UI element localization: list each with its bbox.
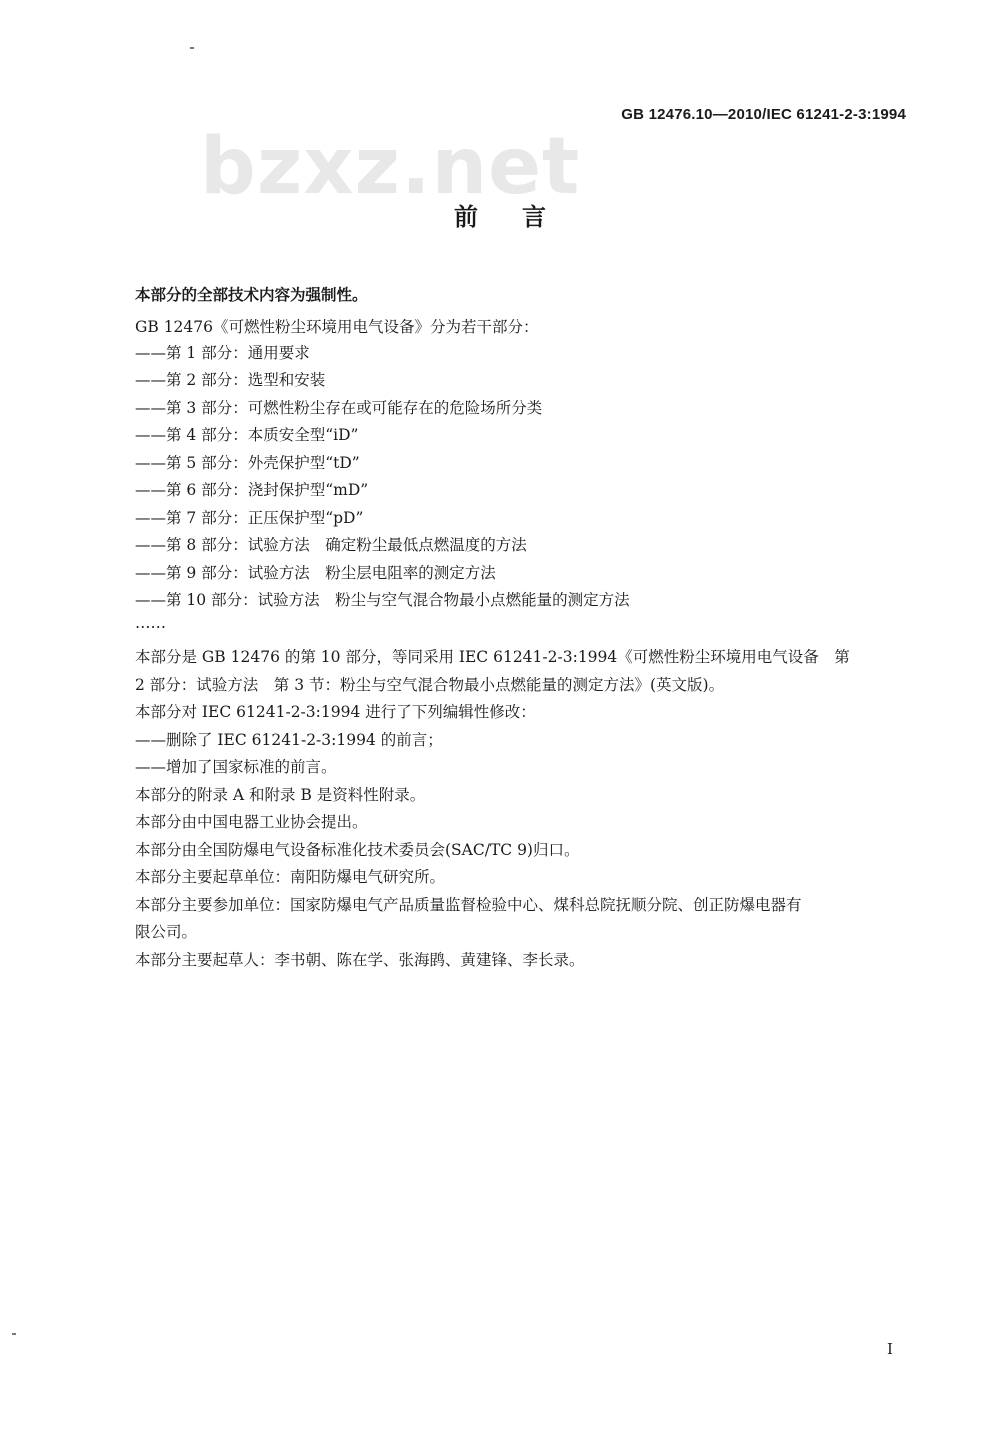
participating-units-line2: 限公司。 [135, 923, 198, 941]
part-list-item: ——第 8 部分：试验方法 确定粉尘最低点燃温度的方法 [135, 536, 527, 554]
modifications-intro: 本部分对 IEC 61241-2-3:1994 进行了下列编辑性修改： [135, 703, 536, 721]
part-list-item: ——第 9 部分：试验方法 粉尘层电阻率的测定方法 [135, 564, 496, 582]
part-list-item: ——第 2 部分：选型和安装 [135, 371, 326, 389]
part-list-item: ——第 3 部分：可燃性粉尘存在或可能存在的危险场所分类 [135, 399, 543, 417]
scan-speck [190, 47, 194, 49]
series-intro: GB 12476《可燃性粉尘环境用电气设备》分为若干部分： [135, 318, 539, 336]
modification-item: ——增加了国家标准的前言。 [135, 758, 337, 776]
part-list-item: ——第 7 部分：正压保护型“pD” [135, 509, 364, 527]
drafting-unit: 本部分主要起草单位：南阳防爆电气研究所。 [135, 868, 446, 886]
page-number: I [887, 1340, 893, 1358]
participating-units-line1: 本部分主要参加单位：国家防爆电气产品质量监督检验中心、煤科总院抚顺分院、创正防爆电器有 [135, 896, 802, 914]
proposer-statement: 本部分由中国电器工业协会提出。 [135, 813, 368, 831]
part-list-item: ——第 4 部分：本质安全型“iD” [135, 426, 359, 444]
annex-note: 本部分的附录 A 和附录 B 是资料性附录。 [135, 786, 426, 804]
adoption-paragraph-line2: 2 部分：试验方法 第 3 节：粉尘与空气混合物最小点燃能量的测定方法》(英文版)。 [135, 676, 725, 694]
page-title: 前言 [454, 203, 590, 231]
adoption-paragraph-line1: 本部分是 GB 12476 的第 10 部分，等同采用 IEC 61241-2-3:1994《可燃性粉尘环境用电气设备 第 [135, 648, 850, 666]
mandatory-statement: 本部分的全部技术内容为强制性。 [135, 285, 368, 304]
modification-item: ——删除了 IEC 61241-2-3:1994 的前言； [135, 731, 443, 749]
site-watermark: bzxz.net [200, 122, 581, 212]
scan-speck [12, 1333, 16, 1335]
drafters: 本部分主要起草人：李书朝、陈在学、张海鹍、黄建锋、李长录。 [135, 951, 585, 969]
committee-statement: 本部分由全国防爆电气设备标准化技术委员会(SAC/TC 9)归口。 [135, 841, 580, 859]
part-list-item: ——第 1 部分：通用要求 [135, 344, 310, 362]
part-list-item: ——第 5 部分：外壳保护型“tD” [135, 454, 360, 472]
part-list-item: ——第 10 部分：试验方法 粉尘与空气混合物最小点燃能量的测定方法 [135, 591, 630, 609]
part-list-item: ——第 6 部分：浇封保护型“mD” [135, 481, 369, 499]
standard-code-header: GB 12476.10—2010/IEC 61241-2-3:1994 [621, 106, 906, 123]
list-ellipsis: …… [135, 614, 166, 632]
